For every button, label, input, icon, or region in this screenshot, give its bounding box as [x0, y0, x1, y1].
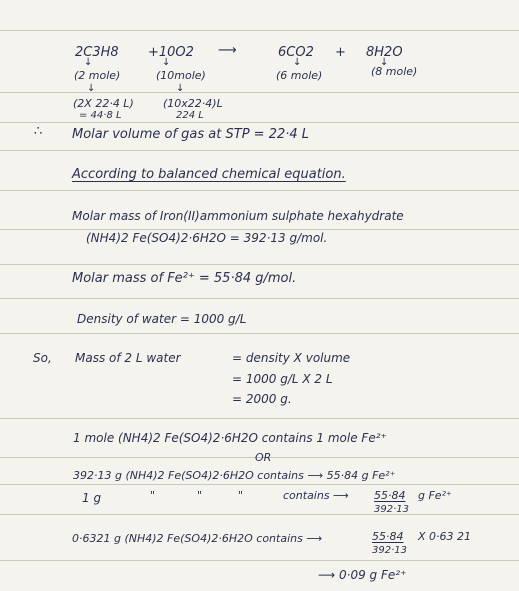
reactant-propane: 2C3H8 [75, 45, 119, 60]
so-label: So, [33, 351, 52, 365]
ruled-line [0, 122, 519, 123]
heading-balanced-equation: According to balanced chemical equation. [72, 167, 346, 182]
ruled-line [0, 92, 519, 93]
ruled-line [0, 333, 519, 334]
reactant-oxygen: +10O2 [148, 45, 194, 60]
oxygen-volume-result: 224 L [176, 110, 204, 121]
product-plus: + [335, 45, 346, 60]
molar-volume-line: Molar volume of gas at STP = 22·4 L [72, 127, 310, 142]
product-co2: 6CO2 [278, 45, 314, 60]
salt-molar-mass-label: Molar mass of Iron(II)ammonium sulphate hexahydrate [72, 209, 404, 223]
ruled-line [0, 30, 519, 31]
mole-ratio-line: 1 mole (NH4)2 Fe(SO4)2·6H2O contains 1 mole Fe²⁺ [73, 431, 387, 445]
propane-volume: (2X 22·4 L) [73, 97, 134, 110]
oxygen-moles: (10mole) [156, 69, 206, 82]
down-arrow: ↓ [162, 57, 171, 68]
propane-moles: (2 mole) [74, 69, 121, 82]
water-density: Density of water = 1000 g/L [77, 312, 247, 326]
ditto-mark: " [150, 489, 156, 502]
ditto-mark: " [197, 489, 203, 502]
mass-equation-3: = 2000 g. [232, 392, 292, 406]
one-gram-contains: contains ⟶ [283, 489, 349, 502]
down-arrow: ↓ [380, 57, 389, 68]
ruled-line [0, 418, 519, 419]
sample-multiplier: X 0·63 21 [418, 530, 472, 543]
mass-equation-2: = 1000 g/L X 2 L [232, 372, 333, 386]
or-label: OR [255, 451, 272, 464]
sample-denominator: 392·13 [372, 545, 407, 556]
one-gram-label: 1 g [82, 491, 102, 505]
therefore-symbol: ∴ [34, 124, 43, 139]
salt-molar-mass-value: (NH4)2 Fe(SO4)2·6H2O = 392·13 g/mol. [86, 231, 328, 245]
ruled-line [0, 190, 519, 191]
ruled-line [0, 264, 519, 265]
mass-water-label: Mass of 2 L water [75, 351, 181, 365]
ruled-line [0, 298, 519, 299]
final-result: ⟶ 0·09 g Fe²⁺ [318, 568, 407, 582]
ruled-line [0, 560, 519, 561]
water-moles: (8 mole) [371, 65, 418, 78]
mass-equation-1: = density X volume [232, 351, 351, 365]
ruled-line [0, 514, 519, 515]
ditto-mark: " [238, 489, 244, 502]
ruled-line [0, 229, 519, 230]
down-arrow: ↓ [176, 83, 185, 94]
one-gram-unit: g Fe²⁺ [418, 489, 452, 502]
one-gram-denominator: 392·13 [374, 504, 409, 515]
grams-ratio-line: 392·13 g (NH4)2 Fe(SO4)2·6H2O contains ⟶ 55·84 g Fe²⁺ [73, 469, 396, 482]
propane-volume-result: = 44·8 L [79, 110, 122, 121]
co2-moles: (6 mole) [276, 69, 323, 82]
down-arrow: ↓ [84, 57, 93, 68]
product-water: 8H2O [366, 45, 403, 60]
sample-mass-label: 0·6321 g (NH4)2 Fe(SO4)2·6H2O contains ⟶ [72, 532, 323, 545]
oxygen-volume: (10x22·4)L [163, 97, 223, 110]
reaction-arrow: ⟶ [218, 43, 237, 58]
ruled-line [0, 150, 519, 151]
ruled-line [0, 484, 519, 485]
one-gram-numerator: 55·84 [374, 489, 406, 502]
sample-numerator: 55·84 [372, 530, 404, 543]
down-arrow: ↓ [293, 57, 302, 68]
down-arrow: ↓ [87, 83, 96, 94]
fe-molar-mass: Molar mass of Fe²⁺ = 55·84 g/mol. [72, 271, 297, 286]
